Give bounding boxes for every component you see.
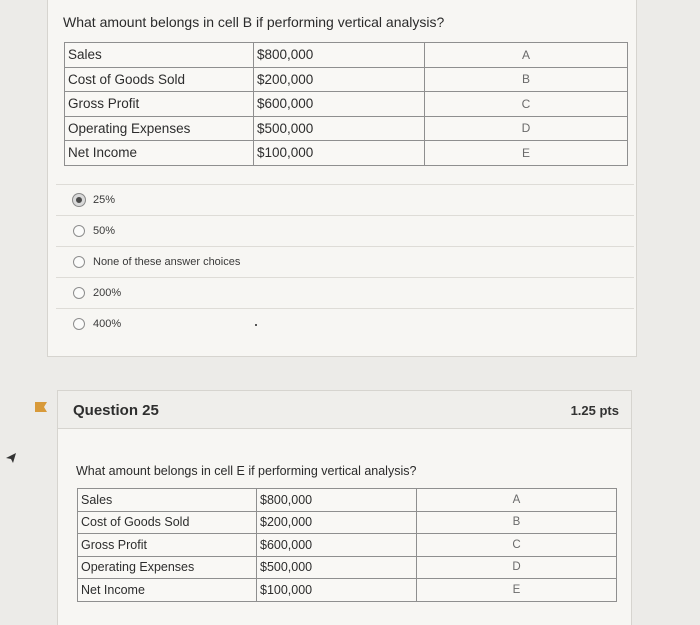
answer-option-200-percent[interactable] <box>56 277 634 308</box>
row-cell-letter: E <box>417 579 617 602</box>
row-label: Operating Expenses <box>78 556 257 579</box>
row-amount: $500,000 <box>257 556 417 579</box>
radio-button[interactable] <box>73 318 85 330</box>
answer-option-label: 200% <box>93 287 122 299</box>
row-label: Sales <box>65 43 254 68</box>
table-row <box>65 67 628 92</box>
row-amount: $500,000 <box>254 116 425 141</box>
row-label: Cost of Goods Sold <box>65 67 254 92</box>
row-amount: $100,000 <box>257 579 417 602</box>
question-points: 1.25 pts <box>570 403 619 418</box>
row-label: Net Income <box>78 579 257 602</box>
table-row <box>78 534 617 557</box>
radio-button[interactable] <box>73 256 85 268</box>
question-24-prompt: What amount belongs in cell B if performing vertical analysis? <box>63 14 445 30</box>
row-amount: $600,000 <box>257 534 417 557</box>
answer-option-400-percent[interactable] <box>56 308 634 339</box>
question-24-table <box>64 42 628 166</box>
radio-button[interactable] <box>73 287 85 299</box>
answer-option-label: None of these answer choices <box>93 256 241 268</box>
answer-option-none[interactable] <box>56 246 634 277</box>
table-row <box>65 116 628 141</box>
row-label: Gross Profit <box>65 92 254 117</box>
row-cell-letter: C <box>417 534 617 557</box>
radio-button[interactable] <box>73 225 85 237</box>
row-amount: $800,000 <box>257 489 417 512</box>
answer-option-25-percent[interactable] <box>56 184 634 215</box>
row-cell-letter: B <box>425 67 628 92</box>
table-row <box>65 43 628 68</box>
row-amount: $200,000 <box>254 67 425 92</box>
answer-option-label: 400% <box>93 318 122 330</box>
row-cell-letter: C <box>425 92 628 117</box>
row-amount: $100,000 <box>254 141 425 166</box>
bookmark-flag-icon[interactable] <box>35 402 47 412</box>
stray-dot <box>255 324 257 326</box>
table-row <box>78 489 617 512</box>
row-cell-letter: E <box>425 141 628 166</box>
row-cell-letter: D <box>417 556 617 579</box>
row-label: Operating Expenses <box>65 116 254 141</box>
mouse-pointer-icon <box>6 453 16 463</box>
row-cell-letter: A <box>425 43 628 68</box>
row-cell-letter: D <box>425 116 628 141</box>
radio-button-selected[interactable] <box>73 194 85 206</box>
row-amount: $200,000 <box>257 511 417 534</box>
question-25-prompt: What amount belongs in cell E if performing vertical analysis? <box>76 464 417 478</box>
table-row <box>65 141 628 166</box>
row-label: Sales <box>78 489 257 512</box>
row-cell-letter: A <box>417 489 617 512</box>
answer-options <box>56 184 634 339</box>
question-title: Question 25 <box>73 402 159 419</box>
answer-option-label: 25% <box>93 194 116 206</box>
question-25-table <box>77 488 617 602</box>
answer-option-50-percent[interactable] <box>56 215 634 246</box>
question-24-card <box>47 0 637 357</box>
row-cell-letter: B <box>417 511 617 534</box>
row-label: Cost of Goods Sold <box>78 511 257 534</box>
row-label: Net Income <box>65 141 254 166</box>
question-25-card <box>57 390 632 625</box>
table-row <box>78 511 617 534</box>
table-row <box>78 556 617 579</box>
question-25-header <box>58 391 631 429</box>
answer-option-label: 50% <box>93 225 116 237</box>
table-row <box>78 579 617 602</box>
row-amount: $600,000 <box>254 92 425 117</box>
row-label: Gross Profit <box>78 534 257 557</box>
row-amount: $800,000 <box>254 43 425 68</box>
table-row <box>65 92 628 117</box>
